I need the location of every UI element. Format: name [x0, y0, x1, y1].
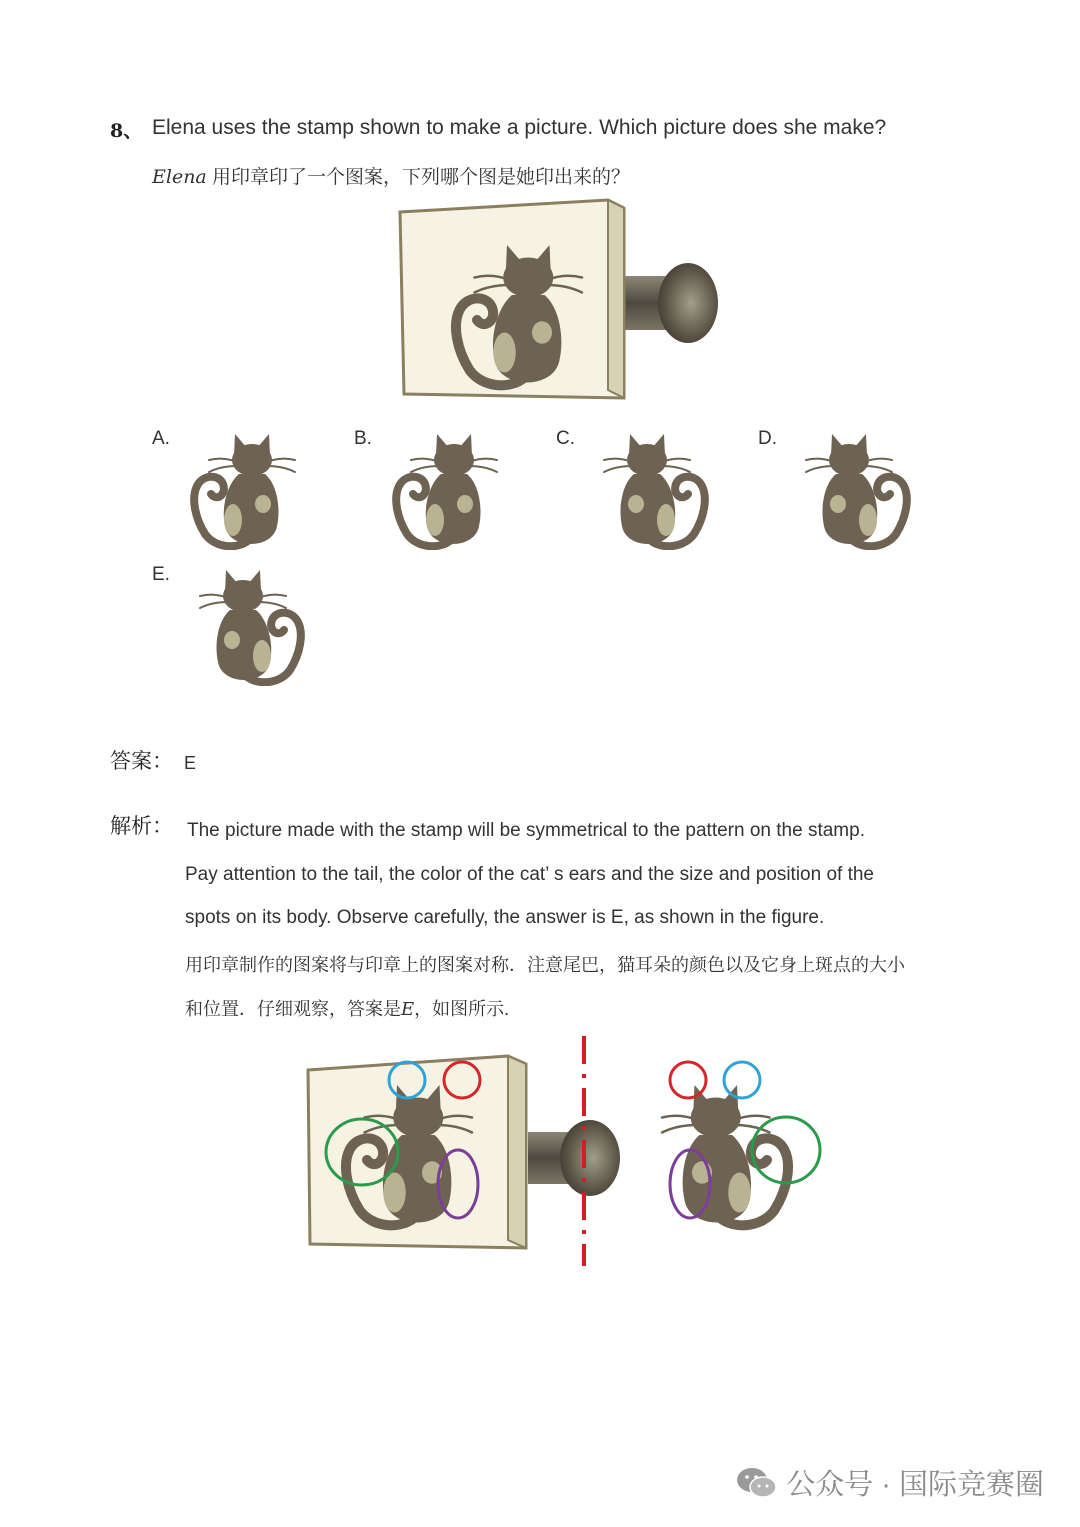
explanation-line-2: Pay attention to the tail, the color of the cat’ s ears and the size and position of the [185, 864, 875, 885]
watermark [736, 1462, 1044, 1503]
option-b-label: B. [354, 428, 372, 449]
name-elena: Elena [152, 166, 207, 188]
option-c-cat-icon [592, 418, 717, 550]
explanation-label: 解析： [110, 815, 173, 838]
watermark-text: 公众号 · 国际竞赛圈 [786, 1469, 1044, 1501]
option-e-cat-icon [188, 554, 313, 686]
print-ear-red-circle [670, 1062, 706, 1098]
stamp-figure [396, 198, 726, 408]
option-b-cat-icon [385, 418, 510, 550]
question-number: 8、 [110, 120, 143, 142]
answer-label: 答案： [110, 750, 173, 773]
explanation-line-1: The picture made with the stamp will be symmetrical to the pattern on the stamp. [187, 820, 865, 841]
wechat-icon [736, 1466, 778, 1500]
option-d-cat-icon [794, 418, 919, 550]
explanation-figure [300, 1030, 840, 1270]
option-a-label: A. [152, 428, 170, 449]
question-zh-body: 用印章印了一个图案，下列哪个图是她印出来的？ [206, 167, 631, 188]
option-a-cat-icon [183, 418, 308, 550]
answer-value: E [184, 753, 197, 773]
option-d-label: D. [758, 428, 777, 449]
question-text-en: Elena uses the stamp shown to make a picture. Which picture does she make? [152, 116, 887, 139]
print-ear-blue-circle [724, 1062, 760, 1098]
explanation-zh-line-1: 用印章制作的图案将与印章上的图案对称．注意尾巴，猫耳朵的颜色以及它身上斑点的大小 [185, 955, 905, 975]
explanation-zh-2b: ，如图所示. [414, 999, 510, 1019]
explanation-zh-2a: 和位置．仔细观察，答案是 [185, 999, 401, 1019]
question-text-zh [152, 162, 630, 189]
option-e-label: E. [152, 564, 170, 585]
explanation-zh-line-2 [185, 995, 509, 1021]
option-c-label: C. [556, 428, 575, 449]
explanation-line-3: spots on its body. Observe carefully, the answer is E, as shown in the figure. [185, 907, 825, 928]
explanation-zh-var: E [401, 999, 415, 1020]
